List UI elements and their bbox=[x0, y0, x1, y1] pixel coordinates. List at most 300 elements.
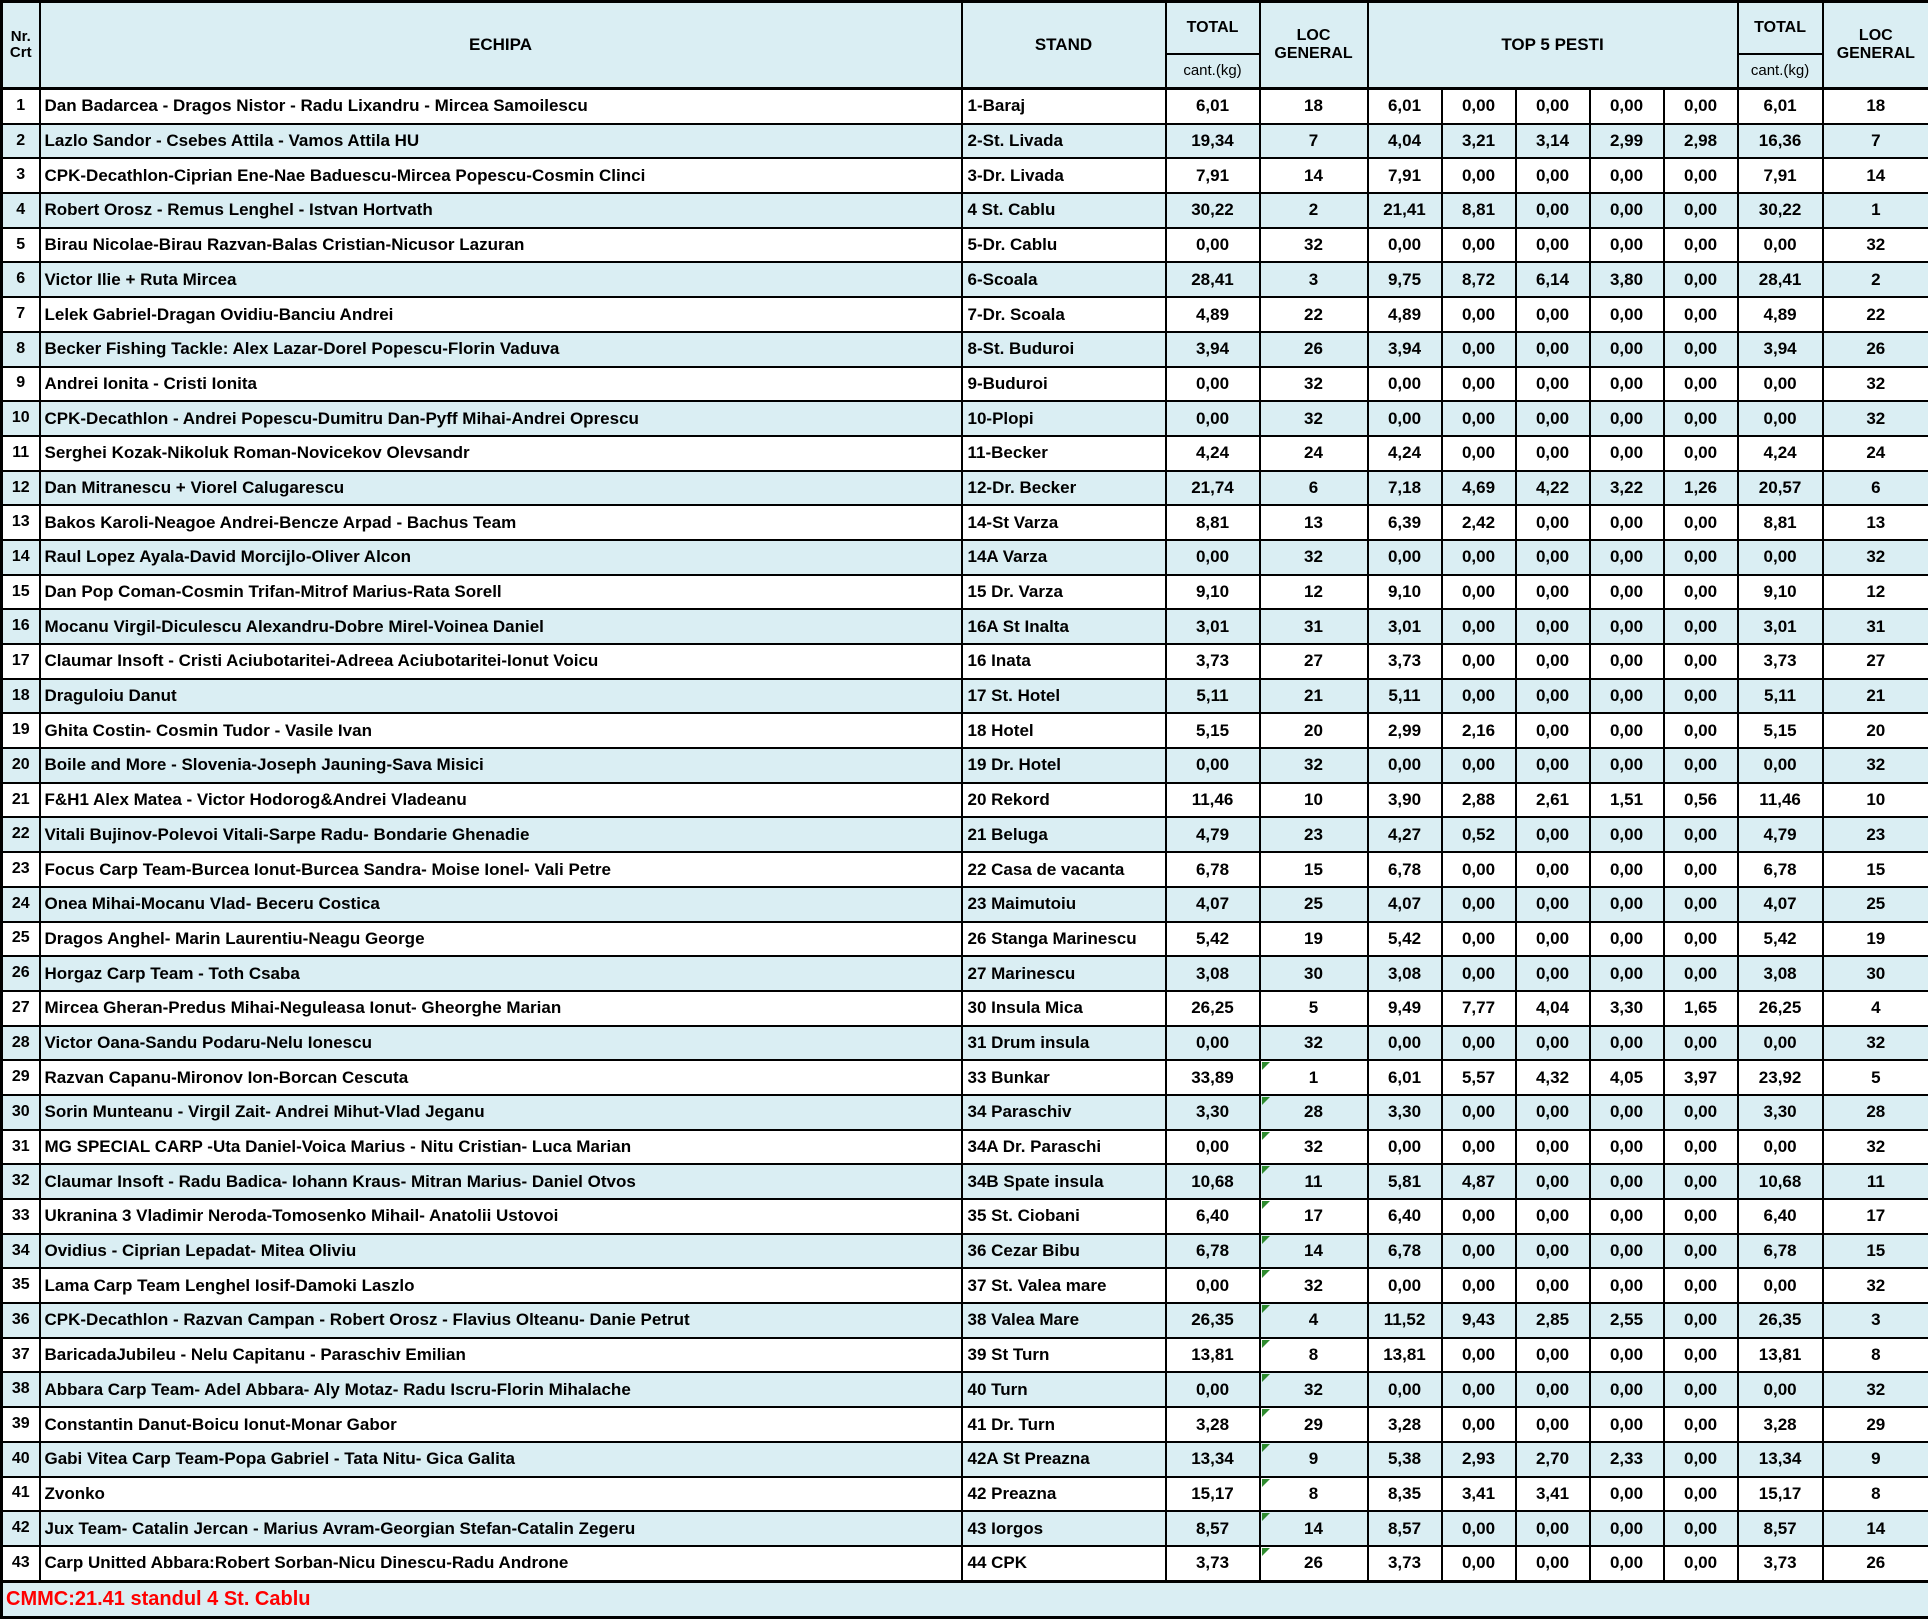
cell-top5-fish-2: 0,00 bbox=[1442, 436, 1516, 471]
cell-loc-general-final: 1 bbox=[1823, 193, 1928, 228]
cell-top5-fish-3: 0,00 bbox=[1516, 644, 1590, 679]
cell-loc-general-final: 11 bbox=[1823, 1164, 1928, 1199]
cell-top5-fish-2: 0,00 bbox=[1442, 922, 1516, 957]
table-row bbox=[2, 887, 1928, 922]
cell-top5-fish-5: 0,00 bbox=[1664, 713, 1738, 748]
cell-top5-fish-5: 0,00 bbox=[1664, 1511, 1738, 1546]
cell-top5-fish-2: 2,88 bbox=[1442, 783, 1516, 818]
table-row bbox=[2, 1303, 1928, 1338]
cell-top5-fish-3: 0,00 bbox=[1516, 1372, 1590, 1407]
cell-top5-fish-1: 6,78 bbox=[1368, 852, 1442, 887]
cell-total-top5-kg: 3,08 bbox=[1738, 956, 1823, 991]
cell-loc-general-final: 14 bbox=[1823, 1511, 1928, 1546]
cell-top5-fish-5: 0,00 bbox=[1664, 1234, 1738, 1269]
cell-nr: 29 bbox=[2, 1060, 40, 1095]
cell-echipa: Lazlo Sandor - Csebes Attila - Vamos Attila HU bbox=[40, 124, 962, 159]
cell-nr: 11 bbox=[2, 436, 40, 471]
cell-echipa: Ghita Costin- Cosmin Tudor - Vasile Ivan bbox=[40, 713, 962, 748]
cell-top5-fish-5: 0,00 bbox=[1664, 1477, 1738, 1512]
cell-nr: 24 bbox=[2, 887, 40, 922]
cell-stand: 11-Becker bbox=[962, 436, 1166, 471]
cell-total-top5-kg: 8,81 bbox=[1738, 505, 1823, 540]
cell-total-kg: 6,78 bbox=[1166, 852, 1260, 887]
cell-total-kg: 0,00 bbox=[1166, 1372, 1260, 1407]
cell-total-top5-kg: 6,01 bbox=[1738, 89, 1823, 124]
cell-top5-fish-4: 0,00 bbox=[1590, 956, 1664, 991]
cell-loc-general-final: 32 bbox=[1823, 1130, 1928, 1165]
cell-loc-general-final: 9 bbox=[1823, 1442, 1928, 1477]
cell-nr: 42 bbox=[2, 1511, 40, 1546]
cell-top5-fish-2: 0,00 bbox=[1442, 956, 1516, 991]
cell-top5-fish-2: 0,00 bbox=[1442, 1234, 1516, 1269]
total-sublabel: cant.(kg) bbox=[1739, 55, 1822, 87]
cell-total-kg: 9,10 bbox=[1166, 575, 1260, 610]
cell-top5-fish-2: 0,00 bbox=[1442, 332, 1516, 367]
cell-stand: 23 Maimutoiu bbox=[962, 887, 1166, 922]
table-row bbox=[2, 1511, 1928, 1546]
cell-top5-fish-2: 0,00 bbox=[1442, 89, 1516, 124]
cell-top5-fish-4: 0,00 bbox=[1590, 1164, 1664, 1199]
cell-top5-fish-2: 0,00 bbox=[1442, 367, 1516, 402]
cell-stand: 34 Paraschiv bbox=[962, 1095, 1166, 1130]
cell-top5-fish-1: 0,00 bbox=[1368, 367, 1442, 402]
cell-total-top5-kg: 7,91 bbox=[1738, 158, 1823, 193]
column-header-echipa: ECHIPA bbox=[40, 2, 962, 89]
cell-top5-fish-1: 4,04 bbox=[1368, 124, 1442, 159]
cell-total-top5-kg: 0,00 bbox=[1738, 367, 1823, 402]
cell-top5-fish-5: 0,00 bbox=[1664, 505, 1738, 540]
cell-top5-fish-1: 6,39 bbox=[1368, 505, 1442, 540]
table-row bbox=[2, 852, 1928, 887]
cell-total-top5-kg: 13,34 bbox=[1738, 1442, 1823, 1477]
cell-top5-fish-2: 0,00 bbox=[1442, 748, 1516, 783]
cell-loc-general-final: 2 bbox=[1823, 262, 1928, 297]
cell-echipa: Horgaz Carp Team - Toth Csaba bbox=[40, 956, 962, 991]
cell-loc-general: 32 bbox=[1260, 540, 1368, 575]
cell-top5-fish-4: 3,80 bbox=[1590, 262, 1664, 297]
cell-nr: 31 bbox=[2, 1130, 40, 1165]
cell-total-kg: 21,74 bbox=[1166, 471, 1260, 506]
cell-loc-general-final: 28 bbox=[1823, 1095, 1928, 1130]
cell-loc-general: 7 bbox=[1260, 124, 1368, 159]
cell-echipa: Lama Carp Team Lenghel Iosif-Damoki Laszlo bbox=[40, 1268, 962, 1303]
cell-loc-general: 23 bbox=[1260, 817, 1368, 852]
cell-top5-fish-5: 0,00 bbox=[1664, 1199, 1738, 1234]
cell-total-top5-kg: 30,22 bbox=[1738, 193, 1823, 228]
cell-top5-fish-3: 0,00 bbox=[1516, 401, 1590, 436]
cell-top5-fish-5: 0,00 bbox=[1664, 401, 1738, 436]
cell-top5-fish-4: 0,00 bbox=[1590, 1338, 1664, 1373]
cell-loc-general: 15 bbox=[1260, 852, 1368, 887]
cell-loc-general-final: 27 bbox=[1823, 644, 1928, 679]
cell-total-top5-kg: 3,30 bbox=[1738, 1095, 1823, 1130]
cell-top5-fish-3: 0,00 bbox=[1516, 922, 1590, 957]
cell-top5-fish-1: 9,10 bbox=[1368, 575, 1442, 610]
cell-total-kg: 11,46 bbox=[1166, 783, 1260, 818]
cell-total-kg: 28,41 bbox=[1166, 262, 1260, 297]
cell-top5-fish-1: 2,99 bbox=[1368, 713, 1442, 748]
table-row bbox=[2, 748, 1928, 783]
column-header-total-1 bbox=[1166, 2, 1260, 89]
cell-nr: 2 bbox=[2, 124, 40, 159]
cell-nr: 36 bbox=[2, 1303, 40, 1338]
cell-top5-fish-2: 2,16 bbox=[1442, 713, 1516, 748]
cell-stand: 15 Dr. Varza bbox=[962, 575, 1166, 610]
cell-top5-fish-4: 0,00 bbox=[1590, 1234, 1664, 1269]
cell-echipa: Victor Ilie + Ruta Mircea bbox=[40, 262, 962, 297]
cell-top5-fish-2: 2,93 bbox=[1442, 1442, 1516, 1477]
cell-top5-fish-3: 0,00 bbox=[1516, 540, 1590, 575]
cell-echipa: Carp Unitted Abbara:Robert Sorban-Nicu Dinescu-Radu Androne bbox=[40, 1546, 962, 1581]
cell-nr: 4 bbox=[2, 193, 40, 228]
cell-top5-fish-3: 3,14 bbox=[1516, 124, 1590, 159]
cell-echipa: CPK-Decathlon - Andrei Popescu-Dumitru Dan-Pyff Mihai-Andrei Oprescu bbox=[40, 401, 962, 436]
cell-top5-fish-3: 0,00 bbox=[1516, 332, 1590, 367]
cell-top5-fish-1: 7,91 bbox=[1368, 158, 1442, 193]
cell-top5-fish-3: 0,00 bbox=[1516, 1407, 1590, 1442]
cell-nr: 39 bbox=[2, 1407, 40, 1442]
cell-total-kg: 10,68 bbox=[1166, 1164, 1260, 1199]
cell-total-kg: 4,79 bbox=[1166, 817, 1260, 852]
cell-echipa: Onea Mihai-Mocanu Vlad- Beceru Costica bbox=[40, 887, 962, 922]
cell-top5-fish-5: 0,00 bbox=[1664, 1095, 1738, 1130]
cell-loc-general: 21 bbox=[1260, 679, 1368, 714]
cell-echipa: Bakos Karoli-Neagoe Andrei-Bencze Arpad - Bachus Team bbox=[40, 505, 962, 540]
cell-total-top5-kg: 0,00 bbox=[1738, 228, 1823, 263]
table-row bbox=[2, 1095, 1928, 1130]
cell-nr: 21 bbox=[2, 783, 40, 818]
cell-top5-fish-5: 0,00 bbox=[1664, 679, 1738, 714]
cell-top5-fish-1: 6,40 bbox=[1368, 1199, 1442, 1234]
cell-total-kg: 0,00 bbox=[1166, 540, 1260, 575]
cell-top5-fish-5: 0,00 bbox=[1664, 1268, 1738, 1303]
cell-total-top5-kg: 0,00 bbox=[1738, 1268, 1823, 1303]
footer-note-cell bbox=[2, 1581, 1928, 1617]
cell-nr: 37 bbox=[2, 1338, 40, 1373]
cell-top5-fish-3: 0,00 bbox=[1516, 575, 1590, 610]
cell-echipa: Boile and More - Slovenia-Joseph Jauning-Sava Misici bbox=[40, 748, 962, 783]
cell-top5-fish-1: 0,00 bbox=[1368, 1268, 1442, 1303]
table-row bbox=[2, 679, 1928, 714]
cell-stand: 16A St Inalta bbox=[962, 609, 1166, 644]
cell-top5-fish-4: 0,00 bbox=[1590, 817, 1664, 852]
cell-top5-fish-5: 0,00 bbox=[1664, 1372, 1738, 1407]
cell-top5-fish-4: 0,00 bbox=[1590, 609, 1664, 644]
cell-total-top5-kg: 4,79 bbox=[1738, 817, 1823, 852]
cell-loc-general: 25 bbox=[1260, 887, 1368, 922]
table-row bbox=[2, 297, 1928, 332]
cell-stand: 10-Plopi bbox=[962, 401, 1166, 436]
cell-top5-fish-5: 0,00 bbox=[1664, 367, 1738, 402]
column-header-loc-general-2: LOC GENERAL bbox=[1823, 2, 1928, 89]
cell-top5-fish-4: 0,00 bbox=[1590, 922, 1664, 957]
cell-loc-general: 18 bbox=[1260, 89, 1368, 124]
cell-stand: 44 CPK bbox=[962, 1546, 1166, 1581]
cell-loc-general: 8 bbox=[1260, 1477, 1368, 1512]
cell-stand: 14-St Varza bbox=[962, 505, 1166, 540]
cell-nr: 10 bbox=[2, 401, 40, 436]
cell-top5-fish-5: 0,00 bbox=[1664, 1130, 1738, 1165]
cell-total-top5-kg: 5,42 bbox=[1738, 922, 1823, 957]
cell-top5-fish-5: 0,00 bbox=[1664, 332, 1738, 367]
cell-top5-fish-1: 7,18 bbox=[1368, 471, 1442, 506]
cell-echipa: Dan Pop Coman-Cosmin Trifan-Mitrof Marius-Rata Sorell bbox=[40, 575, 962, 610]
cell-nr: 3 bbox=[2, 158, 40, 193]
cell-stand: 12-Dr. Becker bbox=[962, 471, 1166, 506]
cell-echipa: Abbara Carp Team- Adel Abbara- Aly Motaz- Radu Iscru-Florin Mihalache bbox=[40, 1372, 962, 1407]
cell-loc-general: 20 bbox=[1260, 713, 1368, 748]
cell-top5-fish-2: 9,43 bbox=[1442, 1303, 1516, 1338]
cell-total-kg: 5,42 bbox=[1166, 922, 1260, 957]
cell-total-top5-kg: 0,00 bbox=[1738, 540, 1823, 575]
cell-stand: 41 Dr. Turn bbox=[962, 1407, 1166, 1442]
table-row bbox=[2, 436, 1928, 471]
cell-loc-general: 28 bbox=[1260, 1095, 1368, 1130]
cell-top5-fish-4: 3,30 bbox=[1590, 991, 1664, 1026]
cell-top5-fish-1: 4,27 bbox=[1368, 817, 1442, 852]
cell-top5-fish-2: 0,52 bbox=[1442, 817, 1516, 852]
cell-nr: 5 bbox=[2, 228, 40, 263]
cell-top5-fish-5: 0,00 bbox=[1664, 1303, 1738, 1338]
cell-top5-fish-5: 0,00 bbox=[1664, 852, 1738, 887]
cell-stand: 1-Baraj bbox=[962, 89, 1166, 124]
cell-top5-fish-3: 0,00 bbox=[1516, 1199, 1590, 1234]
cell-total-kg: 0,00 bbox=[1166, 1130, 1260, 1165]
cell-top5-fish-4: 1,51 bbox=[1590, 783, 1664, 818]
cell-total-kg: 33,89 bbox=[1166, 1060, 1260, 1095]
column-header-total-2 bbox=[1738, 2, 1823, 89]
table-row bbox=[2, 922, 1928, 957]
cell-top5-fish-4: 0,00 bbox=[1590, 436, 1664, 471]
cell-total-kg: 30,22 bbox=[1166, 193, 1260, 228]
cell-nr: 14 bbox=[2, 540, 40, 575]
cell-top5-fish-4: 2,33 bbox=[1590, 1442, 1664, 1477]
cell-echipa: Mocanu Virgil-Diculescu Alexandru-Dobre Mirel-Voinea Daniel bbox=[40, 609, 962, 644]
table-row bbox=[2, 1060, 1928, 1095]
cell-top5-fish-2: 0,00 bbox=[1442, 1546, 1516, 1581]
cell-loc-general: 2 bbox=[1260, 193, 1368, 228]
table-row bbox=[2, 193, 1928, 228]
cell-total-top5-kg: 23,92 bbox=[1738, 1060, 1823, 1095]
cell-echipa: Andrei Ionita - Cristi Ionita bbox=[40, 367, 962, 402]
cell-stand: 3-Dr. Livada bbox=[962, 158, 1166, 193]
table-row bbox=[2, 1546, 1928, 1581]
cell-stand: 39 St Turn bbox=[962, 1338, 1166, 1373]
table-row bbox=[2, 1199, 1928, 1234]
cell-total-top5-kg: 5,15 bbox=[1738, 713, 1823, 748]
cell-echipa: BaricadaJubileu - Nelu Capitanu - Paraschiv Emilian bbox=[40, 1338, 962, 1373]
cell-echipa: Focus Carp Team-Burcea Ionut-Burcea Sandra- Moise Ionel- Vali Petre bbox=[40, 852, 962, 887]
cell-total-kg: 19,34 bbox=[1166, 124, 1260, 159]
cell-top5-fish-4: 0,00 bbox=[1590, 158, 1664, 193]
table-row bbox=[2, 1442, 1928, 1477]
cell-total-kg: 26,25 bbox=[1166, 991, 1260, 1026]
cell-stand: 43 Iorgos bbox=[962, 1511, 1166, 1546]
cell-top5-fish-5: 0,00 bbox=[1664, 956, 1738, 991]
cell-loc-general-final: 24 bbox=[1823, 436, 1928, 471]
cell-top5-fish-3: 0,00 bbox=[1516, 713, 1590, 748]
cell-top5-fish-1: 3,08 bbox=[1368, 956, 1442, 991]
cell-stand: 16 Inata bbox=[962, 644, 1166, 679]
cell-top5-fish-2: 0,00 bbox=[1442, 887, 1516, 922]
cell-top5-fish-4: 0,00 bbox=[1590, 748, 1664, 783]
cell-top5-fish-5: 0,00 bbox=[1664, 1442, 1738, 1477]
cell-loc-general: 5 bbox=[1260, 991, 1368, 1026]
cell-loc-general: 32 bbox=[1260, 367, 1368, 402]
cell-top5-fish-3: 0,00 bbox=[1516, 817, 1590, 852]
cell-echipa: Dan Mitranescu + Viorel Calugarescu bbox=[40, 471, 962, 506]
cell-top5-fish-2: 0,00 bbox=[1442, 1199, 1516, 1234]
table-row bbox=[2, 713, 1928, 748]
cell-total-kg: 5,11 bbox=[1166, 679, 1260, 714]
cell-top5-fish-2: 0,00 bbox=[1442, 1407, 1516, 1442]
cell-nr: 17 bbox=[2, 644, 40, 679]
cell-echipa: Ovidius - Ciprian Lepadat- Mitea Oliviu bbox=[40, 1234, 962, 1269]
table-row bbox=[2, 89, 1928, 124]
cell-stand: 30 Insula Mica bbox=[962, 991, 1166, 1026]
cell-top5-fish-1: 0,00 bbox=[1368, 1026, 1442, 1061]
cell-top5-fish-4: 0,00 bbox=[1590, 505, 1664, 540]
cell-loc-general: 12 bbox=[1260, 575, 1368, 610]
cell-total-top5-kg: 6,78 bbox=[1738, 852, 1823, 887]
cell-total-kg: 26,35 bbox=[1166, 1303, 1260, 1338]
cell-loc-general: 32 bbox=[1260, 748, 1368, 783]
cell-echipa: Becker Fishing Tackle: Alex Lazar-Dorel Popescu-Florin Vaduva bbox=[40, 332, 962, 367]
table-row bbox=[2, 1130, 1928, 1165]
cell-top5-fish-3: 0,00 bbox=[1516, 956, 1590, 991]
table-row bbox=[2, 575, 1928, 610]
cell-loc-general-final: 8 bbox=[1823, 1338, 1928, 1373]
cell-loc-general: 32 bbox=[1260, 401, 1368, 436]
cell-top5-fish-3: 0,00 bbox=[1516, 852, 1590, 887]
cell-top5-fish-4: 0,00 bbox=[1590, 679, 1664, 714]
cell-top5-fish-5: 3,97 bbox=[1664, 1060, 1738, 1095]
cell-top5-fish-3: 0,00 bbox=[1516, 1234, 1590, 1269]
cell-stand: 27 Marinescu bbox=[962, 956, 1166, 991]
cell-top5-fish-1: 0,00 bbox=[1368, 1130, 1442, 1165]
cell-top5-fish-2: 0,00 bbox=[1442, 1268, 1516, 1303]
cell-total-top5-kg: 0,00 bbox=[1738, 1130, 1823, 1165]
cell-echipa: Zvonko bbox=[40, 1477, 962, 1512]
cell-top5-fish-2: 4,87 bbox=[1442, 1164, 1516, 1199]
cell-total-kg: 3,01 bbox=[1166, 609, 1260, 644]
cell-stand: 21 Beluga bbox=[962, 817, 1166, 852]
cell-loc-general: 31 bbox=[1260, 609, 1368, 644]
cell-nr: 41 bbox=[2, 1477, 40, 1512]
cell-loc-general-final: 29 bbox=[1823, 1407, 1928, 1442]
cell-nr: 38 bbox=[2, 1372, 40, 1407]
cell-total-kg: 4,07 bbox=[1166, 887, 1260, 922]
cell-loc-general: 14 bbox=[1260, 1511, 1368, 1546]
cell-nr: 43 bbox=[2, 1546, 40, 1581]
cell-total-kg: 0,00 bbox=[1166, 228, 1260, 263]
cell-top5-fish-3: 6,14 bbox=[1516, 262, 1590, 297]
cell-top5-fish-1: 5,81 bbox=[1368, 1164, 1442, 1199]
cell-top5-fish-4: 0,00 bbox=[1590, 1546, 1664, 1581]
cell-top5-fish-2: 7,77 bbox=[1442, 991, 1516, 1026]
cell-nr: 34 bbox=[2, 1234, 40, 1269]
cell-loc-general: 29 bbox=[1260, 1407, 1368, 1442]
cell-top5-fish-1: 5,38 bbox=[1368, 1442, 1442, 1477]
cell-top5-fish-1: 0,00 bbox=[1368, 401, 1442, 436]
table-row bbox=[2, 540, 1928, 575]
column-header-stand: STAND bbox=[962, 2, 1166, 89]
cell-total-kg: 3,08 bbox=[1166, 956, 1260, 991]
cell-total-top5-kg: 4,07 bbox=[1738, 887, 1823, 922]
table-row bbox=[2, 1372, 1928, 1407]
cell-top5-fish-1: 9,49 bbox=[1368, 991, 1442, 1026]
cell-top5-fish-1: 5,42 bbox=[1368, 922, 1442, 957]
cell-top5-fish-2: 0,00 bbox=[1442, 297, 1516, 332]
cell-stand: 38 Valea Mare bbox=[962, 1303, 1166, 1338]
cell-top5-fish-3: 0,00 bbox=[1516, 679, 1590, 714]
cell-loc-general: 19 bbox=[1260, 922, 1368, 957]
cell-total-top5-kg: 3,73 bbox=[1738, 1546, 1823, 1581]
cell-top5-fish-1: 0,00 bbox=[1368, 540, 1442, 575]
cell-top5-fish-1: 6,01 bbox=[1368, 89, 1442, 124]
cell-loc-general-final: 32 bbox=[1823, 1026, 1928, 1061]
cell-top5-fish-1: 11,52 bbox=[1368, 1303, 1442, 1338]
table-row bbox=[2, 471, 1928, 506]
cell-top5-fish-2: 8,72 bbox=[1442, 262, 1516, 297]
cell-total-kg: 6,01 bbox=[1166, 89, 1260, 124]
cell-top5-fish-4: 0,00 bbox=[1590, 852, 1664, 887]
cell-nr: 40 bbox=[2, 1442, 40, 1477]
cell-top5-fish-2: 5,57 bbox=[1442, 1060, 1516, 1095]
cell-nr: 6 bbox=[2, 262, 40, 297]
cell-top5-fish-3: 0,00 bbox=[1516, 1546, 1590, 1581]
cell-top5-fish-1: 9,75 bbox=[1368, 262, 1442, 297]
cell-top5-fish-1: 3,28 bbox=[1368, 1407, 1442, 1442]
cell-stand: 26 Stanga Marinescu bbox=[962, 922, 1166, 957]
cell-loc-general-final: 30 bbox=[1823, 956, 1928, 991]
cell-top5-fish-3: 0,00 bbox=[1516, 1268, 1590, 1303]
cell-nr: 35 bbox=[2, 1268, 40, 1303]
cell-top5-fish-1: 13,81 bbox=[1368, 1338, 1442, 1373]
table-row bbox=[2, 505, 1928, 540]
cell-loc-general-final: 3 bbox=[1823, 1303, 1928, 1338]
cell-top5-fish-2: 0,00 bbox=[1442, 1130, 1516, 1165]
cell-total-top5-kg: 8,57 bbox=[1738, 1511, 1823, 1546]
cell-loc-general-final: 32 bbox=[1823, 401, 1928, 436]
cell-top5-fish-1: 3,94 bbox=[1368, 332, 1442, 367]
cell-loc-general-final: 26 bbox=[1823, 332, 1928, 367]
cell-top5-fish-1: 4,24 bbox=[1368, 436, 1442, 471]
cell-stand: 34B Spate insula bbox=[962, 1164, 1166, 1199]
cell-loc-general-final: 14 bbox=[1823, 158, 1928, 193]
cell-top5-fish-2: 0,00 bbox=[1442, 644, 1516, 679]
cell-total-kg: 3,94 bbox=[1166, 332, 1260, 367]
results-body bbox=[2, 89, 1928, 1582]
cell-total-top5-kg: 3,73 bbox=[1738, 644, 1823, 679]
total-sublabel: cant.(kg) bbox=[1167, 55, 1259, 87]
cmmc-note: CMMC:21.41 standul 4 St. Cablu bbox=[6, 1588, 311, 1610]
total-label: TOTAL bbox=[1739, 3, 1822, 55]
cell-echipa: CPK-Decathlon-Ciprian Ene-Nae Baduescu-Mircea Popescu-Cosmin Clinci bbox=[40, 158, 962, 193]
cell-top5-fish-2: 0,00 bbox=[1442, 679, 1516, 714]
cell-nr: 8 bbox=[2, 332, 40, 367]
cell-loc-general: 6 bbox=[1260, 471, 1368, 506]
cell-top5-fish-2: 0,00 bbox=[1442, 1338, 1516, 1373]
cell-top5-fish-3: 0,00 bbox=[1516, 228, 1590, 263]
cell-total-top5-kg: 15,17 bbox=[1738, 1477, 1823, 1512]
cell-echipa: Jux Team- Catalin Jercan - Marius Avram-Georgian Stefan-Catalin Zegeru bbox=[40, 1511, 962, 1546]
cell-stand: 6-Scoala bbox=[962, 262, 1166, 297]
cell-total-top5-kg: 5,11 bbox=[1738, 679, 1823, 714]
cell-top5-fish-2: 0,00 bbox=[1442, 158, 1516, 193]
cell-loc-general: 32 bbox=[1260, 1372, 1368, 1407]
cell-top5-fish-4: 0,00 bbox=[1590, 1372, 1664, 1407]
